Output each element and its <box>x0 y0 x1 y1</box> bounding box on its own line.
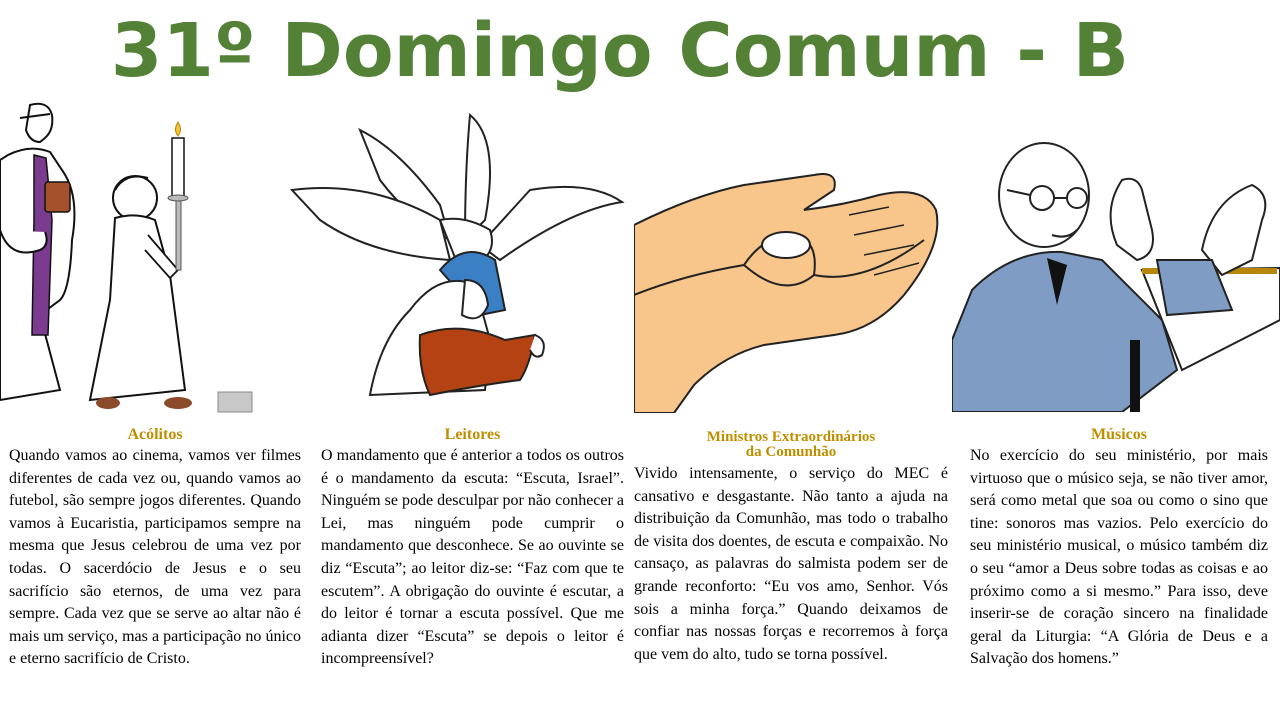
reader-dove-illustration <box>290 110 625 410</box>
hands-host-illustration <box>634 155 944 413</box>
altar-servers-illustration <box>0 100 255 415</box>
section-text: Quando vamos ao cinema, vamos ver filmes diferentes de cada vez ou, quando vamos ao futebol, são sempre jogos diferentes. Quando vamos à Eucaristia, participamos sempre na mesma que Jesus celebrou de uma vez por todas. O sacerdócio de Jesus e o seu sacrifício são eternos, de uma vez para sempre. Cada vez que se serve ao altar não é mais um serviço, mas a participação no único e eterno sacrifício de Cristo. <box>9 447 301 668</box>
section-acolytes <box>9 424 301 671</box>
section-heading: Leitores <box>444 426 501 443</box>
conductor-illustration <box>952 140 1280 412</box>
section-heading: Acólitos <box>127 426 183 443</box>
section-heading <box>634 430 948 460</box>
section-text: No exercício do seu ministério, por mais virtuoso que o músico seja, se não tiver amor, será como metal que soa ou como o sino que tine: sonoros mas vazios. Pelo exercício do seu ministério musical, o músico também diz o seu “amor a Deus sobre todas as coisas e ao próximo como a si mesmo.” Para isso, deve inserir-se de coração sincero na finalidade geral da Liturgia: “A Glória de Deus e a Salvação dos homens.” <box>970 447 1268 668</box>
page-title: 31º Domingo Comum - B <box>110 8 1130 94</box>
section-text: Vivido intensamente, o serviço do MEC é cansativo e desgastante. Não tanto a ajuda na distribuição da Comunhão, mas todo o trabalho de visita dos doentes, de escuta e compaixão. No cansaço, as palavras do salmista podem ser de grande reconforto: “Eu vos amo, Senhor. Vós sois a minha força.” Quando deixamos de confiar nas nossas forças e recorremos à força que vem do alto, tudo se torna possível. <box>634 465 948 663</box>
section-musicians <box>970 424 1268 671</box>
section-heading-line1: Ministros Extraordinários <box>706 429 876 445</box>
section-heading: Músicos <box>1091 426 1147 443</box>
section-readers <box>321 424 624 671</box>
section-communion-ministers <box>634 424 948 666</box>
section-heading-line2: da Comunhão <box>745 444 837 460</box>
section-text: O mandamento que é anterior a todos os outros é o mandamento da escuta: “Escuta, Israel”. Ninguém se pode desculpar por não conhecer a Lei, mas ninguém pode cumprir o mandamento que desconhece. Se ao ouvinte se diz “Escuta”; ao leitor diz-se: “Faz com que te escutem”. A obrigação do ouvinte é escutar, a do leitor é tornar a escuta possível. Que me adianta dizer “Escuta” se depois o leitor é incompreensível? <box>321 447 624 668</box>
